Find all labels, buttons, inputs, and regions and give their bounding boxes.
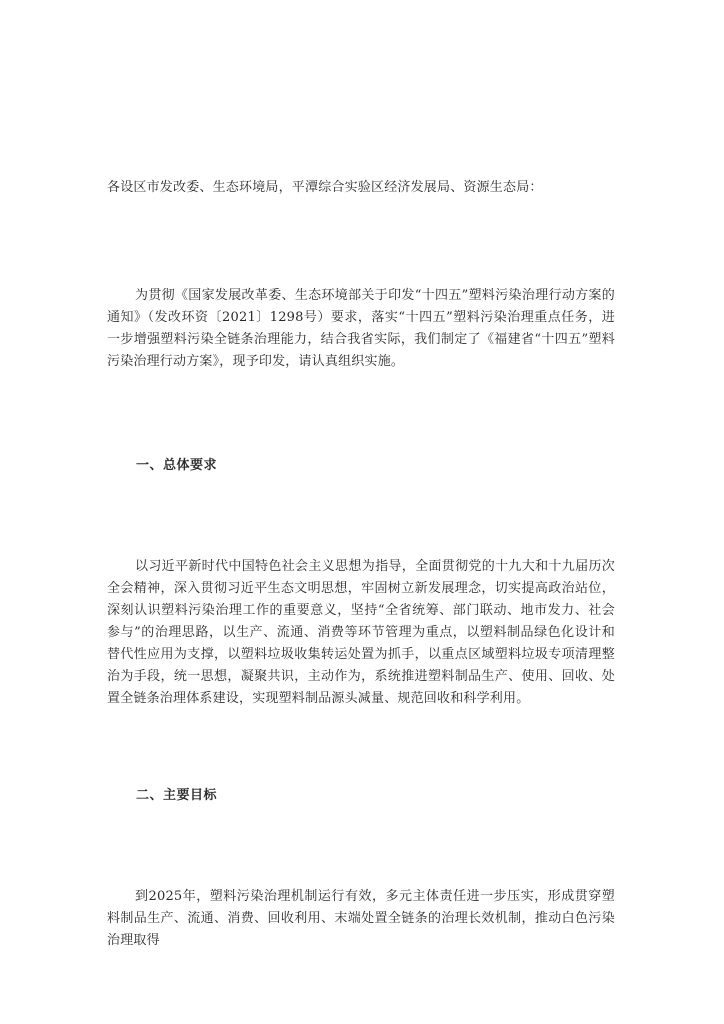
section-body-general-requirements: 以习近平新时代中国特色社会主义思想为指导，全面贯彻党的十九大和十九届历次全会精神，深入贯彻习近平生态文明思想，牢固树立新发展理念，切实提高政治站位，深刻认识塑料污染治理工作的重要意义，坚持“全省统筹、部门联动、地市发力、社会参与”的治理思路，以生产、流通、消费等环节管理为重点，以塑料制品绿色化设计和替代性应用为支撑，以塑料垃圾收集转运处置为抓手，以重点区域塑料垃圾专项清理整治为手段，统一思想，凝聚共识，主动作为，系统推进塑料制品生产、使用、回收、处置全链条治理体系建设，实现塑料制品源头减量、规范回收和科学利用。 (107, 559, 615, 706)
salutation: 各设区市发改委、生态环境局，平潭综合实验区经济发展局、资源生态局： (107, 180, 543, 195)
section-heading-general-requirements: 一、总体要求 (136, 458, 218, 473)
section-body-main-goals: 到2025年，塑料污染治理机制运行有效，多元主体责任进一步压实，形成贯穿塑料制品生产、流通、消费、回收利用、末端处置全链条的治理长效机制，推动白色污染治理取得 (107, 889, 615, 948)
section-heading-main-goals: 二、主要目标 (136, 788, 218, 803)
intro-paragraph: 为贯彻《国家发展改革委、生态环境部关于印发“十四五”塑料污染治理行动方案的通知》（发改环资〔2021〕1298号）要求，落实“十四五”塑料污染治理重点任务，进一步增强塑料污染全链条治理能力，结合我省实际，我们制定了《福建省“十四五”塑料污染治理行动方案》，现予印发，请认真组织实施。 (107, 288, 615, 369)
